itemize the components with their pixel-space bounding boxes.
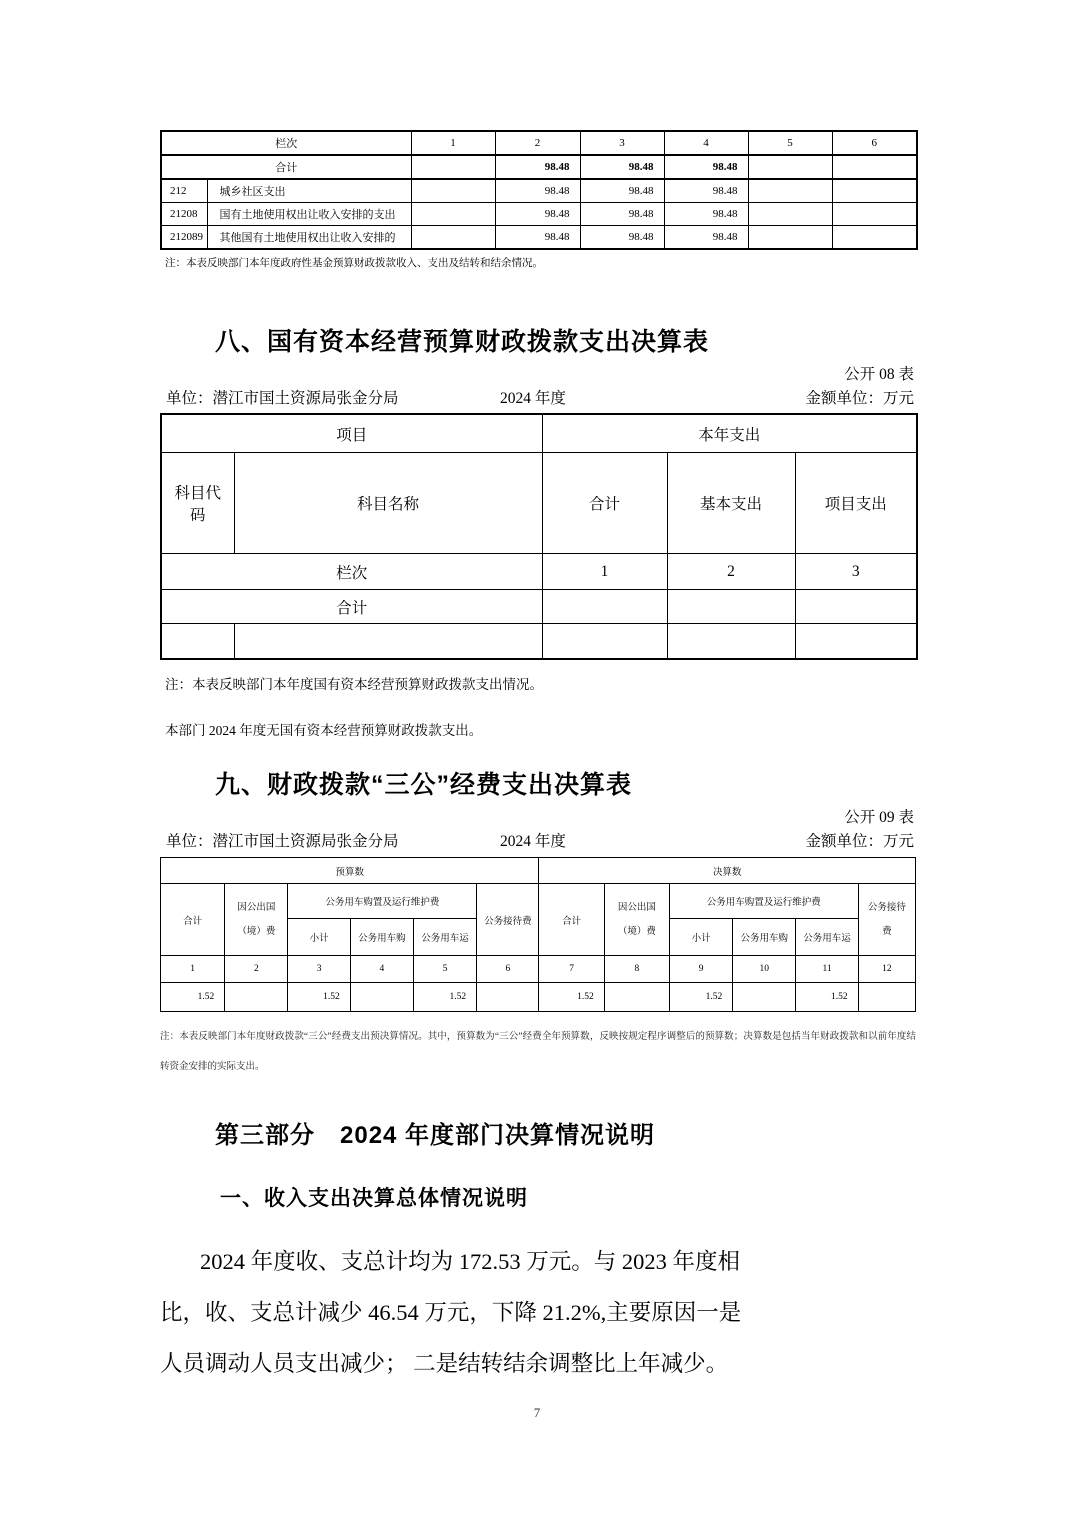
header-cell: 项目支出	[795, 453, 917, 554]
amount-unit-label: 金额单位：万元	[805, 390, 914, 407]
value-cell	[477, 983, 539, 1012]
table-row	[161, 858, 916, 884]
value-cell: 98.48	[664, 226, 748, 250]
value-cell: 98.48	[580, 203, 664, 226]
value-cell	[832, 226, 917, 250]
year-label: 2024 年度	[500, 390, 566, 407]
value-cell	[748, 179, 832, 203]
col-number-cell: 1	[411, 131, 495, 155]
value-cell: 98.48	[664, 179, 748, 203]
value-cell: 98.48	[580, 179, 664, 203]
header-text: （境）费	[617, 926, 656, 937]
col-number-cell: 6	[832, 131, 917, 155]
col-number-cell: 3	[288, 956, 350, 983]
header-cell: 小计	[288, 919, 350, 956]
header-text: 费	[882, 926, 892, 937]
header-cell: 公务接待费	[477, 884, 539, 956]
table-row	[161, 983, 916, 1012]
value-cell: 1.52	[288, 983, 350, 1012]
three-public-table	[160, 857, 916, 1012]
value-cell: 98.48	[495, 203, 580, 226]
table-row	[161, 453, 917, 554]
section8-meta-line	[160, 387, 916, 411]
header-cell: 公务用车运	[413, 919, 476, 956]
header-text: 因公出国	[237, 902, 276, 913]
unit-label: 单位：潜江市国土资源局张金分局	[166, 833, 399, 850]
part3-heading1: 一、收入支出决算总体情况说明	[220, 1187, 528, 1210]
lanci-label-cell: 栏次	[161, 131, 411, 155]
value-cell: 98.48	[664, 203, 748, 226]
table-row	[161, 203, 917, 226]
table-row-total	[161, 590, 917, 624]
value-cell: 1.52	[669, 983, 732, 1012]
section9-title: 九、财政拨款“三公”经费支出决算表	[215, 771, 633, 799]
header-cell: 公务用车购	[350, 919, 413, 956]
header-cell: 科目名称	[234, 453, 542, 554]
header-cell: 小计	[669, 919, 732, 956]
col-number-cell: 2	[225, 956, 288, 983]
table-row	[161, 956, 916, 983]
col-number-cell: 11	[796, 956, 858, 983]
col-number-cell: 4	[350, 956, 413, 983]
value-cell	[542, 624, 667, 660]
amount-unit-label: 金额单位：万元	[805, 833, 914, 850]
code-cell: 21208	[161, 203, 207, 226]
group-expense-cell: 本年支出	[542, 414, 917, 453]
header-cell: 公务用车购	[733, 919, 796, 956]
table-row	[161, 554, 917, 590]
name-cell: 国有土地使用权出让收入安排的支出	[207, 203, 411, 226]
header-cell	[604, 884, 669, 956]
header-text: （境）费	[237, 926, 276, 937]
header-cell: 合计	[542, 453, 667, 554]
value-cell: 98.48	[664, 155, 748, 179]
table-row	[161, 179, 917, 203]
total-label-cell: 合计	[161, 590, 542, 624]
col-number-cell: 6	[477, 956, 539, 983]
col-number-cell: 1	[161, 956, 225, 983]
header-cell: 合计	[539, 884, 604, 956]
value-cell	[748, 226, 832, 250]
name-cell: 城乡社区支出	[207, 179, 411, 203]
header-cell	[858, 884, 915, 956]
paragraph-line: 2024 年度收、支总计均为 172.53 万元。与 2023 年度相	[200, 1249, 741, 1274]
section9-meta-line	[160, 830, 916, 854]
table-row	[161, 624, 917, 660]
value-cell: 98.48	[495, 179, 580, 203]
value-cell	[542, 590, 667, 624]
code-cell: 212089	[161, 226, 207, 250]
table-row	[161, 414, 917, 453]
section8-note: 注：本表反映部门本年度国有资本经营预算财政拨款支出情况。	[165, 677, 543, 692]
value-cell	[350, 983, 413, 1012]
value-cell	[411, 203, 495, 226]
value-cell: 98.48	[580, 155, 664, 179]
value-cell	[225, 983, 288, 1012]
paragraph-line: 比，收、支总计减少 46.54 万元，下降 21.2%,主要原因一是	[160, 1300, 742, 1325]
value-cell	[667, 590, 795, 624]
fund-table-note: 注：本表反映部门本年度政府性基金预算财政拨款收入、支出及结转和结余情况。	[165, 258, 543, 269]
lanci-label-cell: 栏次	[161, 554, 542, 590]
state-capital-table	[160, 413, 918, 660]
col-number-cell: 3	[795, 554, 917, 590]
value-cell	[858, 983, 915, 1012]
value-cell: 1.52	[539, 983, 604, 1012]
value-cell	[411, 226, 495, 250]
table-code-08: 公开 08 表	[844, 366, 914, 383]
section8-statement: 本部门 2024 年度无国有资本经营预算财政拨款支出。	[165, 723, 483, 738]
header-cell	[225, 884, 288, 956]
value-cell	[795, 590, 917, 624]
header-cell: 公务用车购置及运行维护费	[288, 884, 477, 919]
group-final-cell: 决算数	[539, 858, 916, 884]
table-row	[161, 131, 917, 155]
group-budget-cell: 预算数	[161, 858, 539, 884]
page-content	[160, 0, 916, 1389]
value-cell	[795, 624, 917, 660]
value-cell	[832, 155, 917, 179]
value-cell	[832, 179, 917, 203]
col-number-cell: 5	[413, 956, 476, 983]
name-cell: 其他国有土地使用权出让收入安排的	[207, 226, 411, 250]
value-cell	[748, 155, 832, 179]
col-number-cell: 7	[539, 956, 604, 983]
value-cell	[604, 983, 669, 1012]
unit-label: 单位：潜江市国土资源局张金分局	[166, 390, 399, 407]
col-number-cell: 4	[664, 131, 748, 155]
group-item-cell: 项目	[161, 414, 542, 453]
value-cell: 1.52	[161, 983, 225, 1012]
value-cell: 1.52	[413, 983, 476, 1012]
table-row-total	[161, 155, 917, 179]
value-cell: 98.48	[495, 226, 580, 250]
col-number-cell: 3	[580, 131, 664, 155]
col-number-cell: 1	[542, 554, 667, 590]
value-cell	[234, 624, 542, 660]
value-cell	[733, 983, 796, 1012]
col-number-cell: 10	[733, 956, 796, 983]
table-row	[161, 226, 917, 250]
col-number-cell: 2	[667, 554, 795, 590]
col-number-cell: 12	[858, 956, 915, 983]
col-number-cell: 5	[748, 131, 832, 155]
col-number-cell: 2	[495, 131, 580, 155]
header-cell: 合计	[161, 884, 225, 956]
value-cell	[667, 624, 795, 660]
header-cell: 科目代码	[161, 453, 234, 554]
header-cell: 公务用车购置及运行维护费	[669, 884, 858, 919]
section9-note: 注：本表反映部门本年度财政拨款“三公”经费支出预决算情况。其中，预算数为“三公”经费全年预算数，反映按规定程序调整后的预算数；决算数是包括当年财政拨款和以前年度结转资金安排的实际支出。	[160, 1032, 916, 1072]
header-cell: 基本支出	[667, 453, 795, 554]
value-cell: 98.48	[580, 226, 664, 250]
value-cell	[411, 155, 495, 179]
part3-title: 第三部分 2024 年度部门决算情况说明	[215, 1122, 656, 1149]
total-label-cell: 合计	[161, 155, 411, 179]
header-cell: 公务用车运	[796, 919, 858, 956]
value-cell	[748, 203, 832, 226]
section8-title: 八、国有资本经营预算财政拨款支出决算表	[215, 328, 710, 356]
part3-paragraph	[160, 1236, 916, 1389]
value-cell	[161, 624, 234, 660]
value-cell: 98.48	[495, 155, 580, 179]
year-label: 2024 年度	[500, 833, 566, 850]
value-cell	[411, 179, 495, 203]
header-text: 公务接待	[867, 902, 906, 913]
paragraph-line: 人员调动人员支出减少； 二是结转结余调整比上年减少。	[160, 1351, 729, 1376]
value-cell	[832, 203, 917, 226]
page-number: 7	[533, 1405, 541, 1420]
table-row	[161, 884, 916, 919]
col-number-cell: 8	[604, 956, 669, 983]
code-cell: 212	[161, 179, 207, 203]
col-number-cell: 9	[669, 956, 732, 983]
header-text: 因公出国	[617, 902, 656, 913]
value-cell: 1.52	[796, 983, 858, 1012]
table-code-09: 公开 09 表	[844, 809, 914, 826]
gov-fund-table	[160, 130, 918, 250]
